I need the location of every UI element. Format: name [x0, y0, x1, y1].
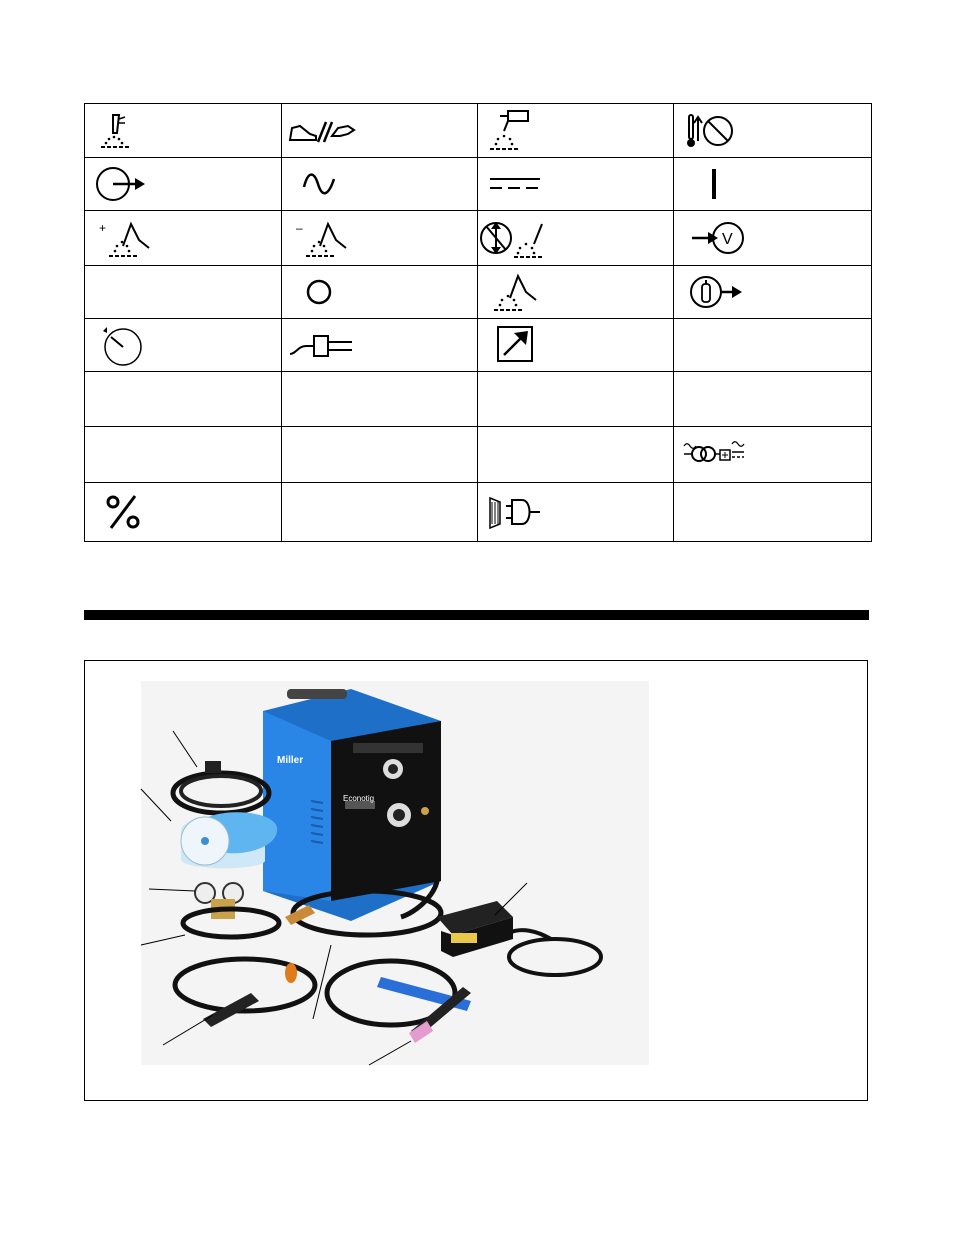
increase-icon — [496, 325, 536, 365]
cell-dcen — [282, 211, 478, 266]
cell-remote-connector — [282, 319, 478, 372]
cell-welding-electrode — [85, 104, 282, 158]
svg-text:+: + — [99, 221, 107, 235]
cell-transformer-rectifier — [674, 427, 872, 483]
cell-empty-r7c3 — [478, 427, 674, 483]
cell-empty-r8c4 — [674, 483, 872, 542]
cell-ac — [282, 158, 478, 211]
cell-dcep — [85, 211, 282, 266]
cell-temperature-warning — [674, 104, 872, 158]
protective-earth-plug-icon — [488, 494, 558, 530]
cell-empty-r5c4 — [674, 319, 872, 372]
leader-lines — [85, 661, 869, 1102]
tig-torch-icon — [488, 109, 538, 153]
transformer-rectifier-icon — [682, 440, 752, 470]
svg-text:V: V — [722, 231, 733, 248]
cell-empty-r6c1 — [85, 372, 282, 427]
cell-empty-r6c3 — [478, 372, 674, 427]
ac-icon — [300, 169, 340, 199]
off-icon — [304, 277, 334, 307]
cell-arc-force — [478, 211, 674, 266]
arc-welding-icon — [488, 270, 548, 314]
temperature-warning-icon — [684, 111, 738, 151]
cell-off — [282, 266, 478, 319]
cell-gas-output — [674, 266, 872, 319]
cell-increase — [478, 319, 674, 372]
cell-voltage-input — [674, 211, 872, 266]
cell-dc — [478, 158, 674, 211]
dcep-icon — [95, 218, 155, 258]
cell-empty-r8c2 — [282, 483, 478, 542]
voltage-input-icon — [690, 218, 750, 258]
cell-empty-r4c1 — [85, 266, 282, 319]
cell-protective-earth-plug — [478, 483, 674, 542]
foot-hand-control-icon — [288, 116, 358, 146]
dc-icon — [488, 174, 544, 194]
cell-adjust-knob — [85, 319, 282, 372]
adjust-knob-icon — [99, 323, 149, 367]
figure-frame — [84, 660, 868, 1101]
cell-output — [85, 158, 282, 211]
cell-tig-torch — [478, 104, 674, 158]
on-icon — [704, 167, 724, 201]
arc-force-icon — [480, 218, 550, 258]
photo-brand-text: Miller — [277, 755, 304, 766]
cell-on — [674, 158, 872, 211]
cell-empty-r7c1 — [85, 427, 282, 483]
svg-text:–: – — [296, 221, 303, 235]
gas-output-icon — [688, 272, 748, 312]
output-icon — [95, 164, 151, 204]
photo-model-text: Econotig — [343, 794, 375, 803]
remote-connector-icon — [288, 330, 358, 360]
welding-electrode-icon — [95, 111, 135, 151]
dcen-icon — [292, 218, 352, 258]
percent-icon — [103, 492, 147, 532]
cell-percent — [85, 483, 282, 542]
section-rule — [84, 610, 869, 620]
cell-empty-r7c2 — [282, 427, 478, 483]
cell-empty-r6c4 — [674, 372, 872, 427]
cell-arc-welding — [478, 266, 674, 319]
symbol-table — [84, 103, 872, 542]
cell-foot-hand-control — [282, 104, 478, 158]
cell-empty-r6c2 — [282, 372, 478, 427]
